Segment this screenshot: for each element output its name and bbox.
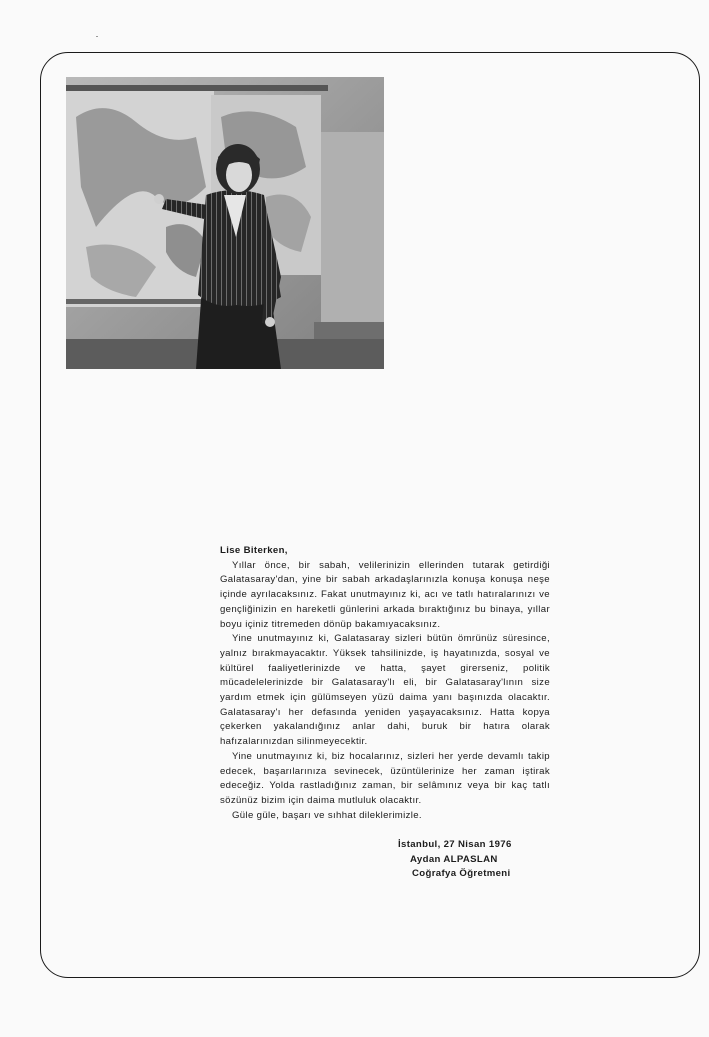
- paper-speck: [96, 36, 98, 37]
- letter-paragraph-1: Yıllar önce, bir sabah, velilerinizin ellerinden tutarak getirdiği Galatasaray'dan, yine bir sabah arkadaşlarınızla konuşa konuşa neşe içinde ayrılacaksınız. Fakat unutmayınız ki, acı ve tatlı hatıralarınızı ve gençliğinizin en hareketli günlerini arkada bıraktığınız bu binaya, yıllar boyu içiniz titremeden dönüp bakamıyacaksınız.: [220, 559, 550, 630]
- letter-paragraph-3: Yine unutmayınız ki, biz hocalarınız, sizleri her yerde devamlı takip edecek, başarılarınıza sevinecek, üzüntülerinize her zaman iştirak edeceğiz. Yolda rastladığınız zaman, bir selâmınız veya bir kaç tatlı sözünüz bizim için daima mutluluk olacaktır.: [220, 750, 550, 806]
- letter-closing: Güle güle, başarı ve sıhhat dileklerimizle.: [232, 809, 422, 821]
- farewell-letter: [220, 544, 550, 823]
- teacher-at-map-image: [66, 77, 384, 369]
- signature-block: [398, 838, 512, 882]
- signature-title: Coğrafya Öğretmeni: [412, 868, 511, 880]
- letter-paragraph-2: Yine unutmayınız ki, Galatasaray sizleri bütün ömrünüz süresince, yalnız bırakmayacaktır. Yüksek tahsilinizde, iş hayatınızda, sosyal ve kültürel faaliyetlerinizde ve hatta, şayet girerseniz, politik mücadelelerinizde bir Galatasaray'lı eli, bir Galatasaray'lının size yardım etmek için gülümseyen yüzü daima yanı başınızda olacaktır. Galatasaray'ı her defasında yeniden yaşayacaksınız. Hatta kopya çekerken yakalandığınız anlar dahi, buruk bir hatıra olarak hafızalarınızdan silinmeyecektir.: [220, 633, 550, 748]
- signature-place-date: İstanbul, 27 Nisan 1976: [398, 839, 512, 850]
- signature-name: Aydan ALPASLAN: [410, 853, 498, 865]
- letter-heading: Lise Biterken,: [220, 545, 288, 556]
- teacher-photo: [66, 77, 384, 369]
